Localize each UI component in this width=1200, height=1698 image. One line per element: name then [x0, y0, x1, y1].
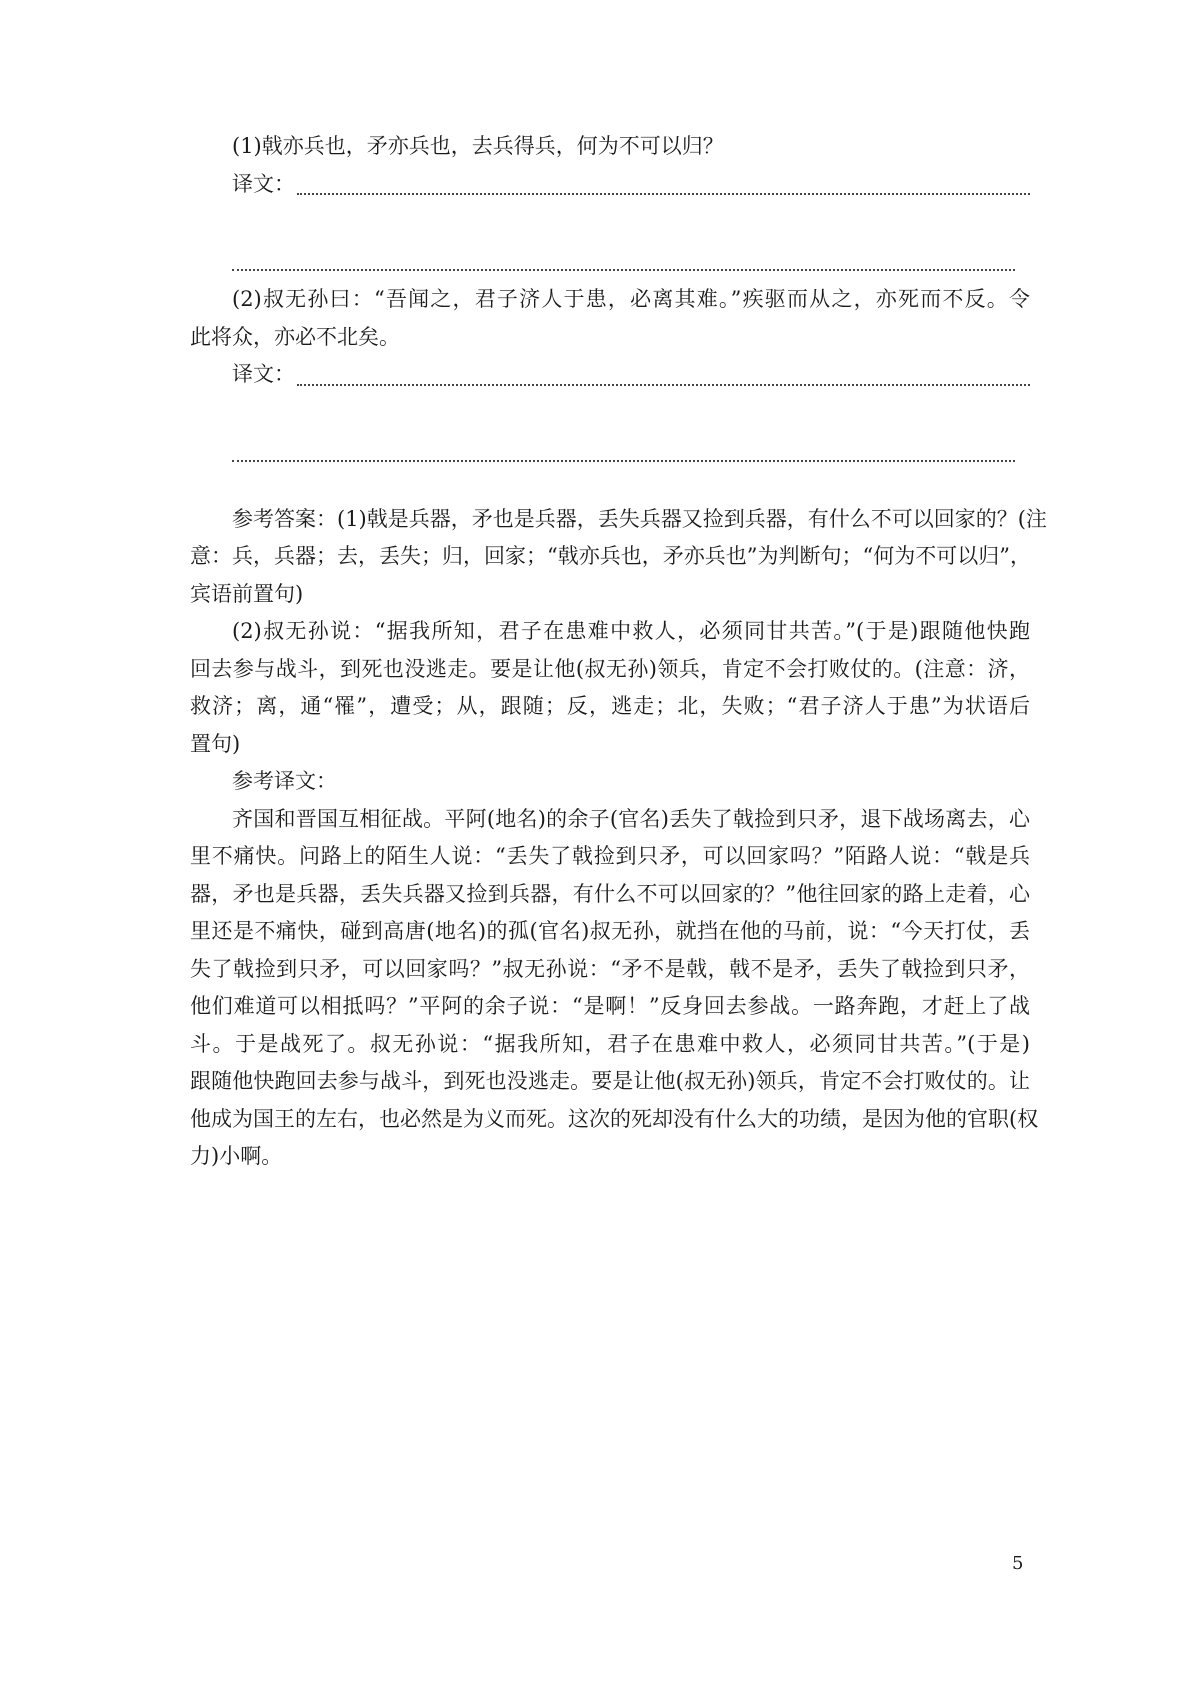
question-2-answer-dotted-line [297, 384, 1030, 386]
reference-translation-line: 失了戟捡到只矛，可以回家吗？”叔无孙说：“矛不是戟，戟不是矛，丢失了戟捡到只矛， [190, 956, 1030, 981]
reference-answer-2 [190, 613, 1030, 763]
reference-answer-2-line: 救济；离，通“罹”，遭受；从，跟随；反，逃走；北，失败；“君子济人于患”为状语后 [190, 694, 1030, 718]
question-1-prompt: (1)戟亦兵也，矛亦兵也，去兵得兵，何为不可以归？ [232, 134, 724, 158]
reference-answer-2-line: 置句) [190, 731, 241, 756]
reference-answer-2-line: (2)叔无孙说：“据我所知，君子在患难中救人，必须同甘共苦。”(于是)跟随他快跑 [232, 619, 1030, 643]
reference-translation-body [190, 801, 1039, 1176]
reference-answer-1-line: 参考答案：(1)戟是兵器，矛也是兵器，丢失兵器又捡到兵器，有什么不可以回家的？(注 [232, 506, 1047, 531]
reference-translation-line: 器，矛也是兵器，丢失兵器又捡到兵器，有什么不可以回家的？”他往回家的路上走着，心 [190, 881, 1030, 906]
reference-translation-line: 里不痛快。问路上的陌生人说：“丢失了戟捡到只矛，可以回家吗？”陌路人说：“戟是兵 [190, 844, 1030, 868]
reference-translation-line: 里还是不痛快，碰到高唐(地名)的孤(官名)叔无孙，就挡在他的马前，说：“今天打仗，丢 [190, 919, 1030, 943]
question-1-answer-blank-line [232, 203, 1015, 271]
reference-translation-heading: 参考译文： [232, 769, 337, 793]
reference-answer-1-line: 宾语前置句) [190, 581, 304, 606]
question-2-prompt-line-2: 此将众，亦必不北矣。 [190, 324, 400, 349]
reference-translation-line: 力)小啊。 [190, 1144, 283, 1168]
reference-translation-line: 斗。于是战死了。叔无孙说：“据我所知，君子在患难中救人，必须同甘共苦。”(于是) [190, 1031, 1030, 1056]
question-1-answer-label: 译文： [232, 171, 295, 196]
reference-translation-line: 齐国和晋国互相征战。平阿(地名)的余子(官名)丢失了戟捡到只矛，退下战场离去，心 [232, 806, 1030, 831]
page-content [190, 128, 1047, 1176]
reference-answer-2-line: 回去参与战斗，到死也没逃走。要是让他(叔无孙)领兵，肯定不会打败仗的。(注意：济， [190, 656, 1030, 681]
question-2-answer-blank-line [232, 394, 1015, 462]
reference-answer-1-line: 意：兵，兵器；去，丢失；归，回家；“戟亦兵也，矛亦兵也”为判断句；“何为不可以归”， [190, 544, 1031, 568]
question-2-answer-label: 译文： [232, 362, 295, 386]
question-2-prompt-line-1: (2)叔无孙曰：“吾闻之，君子济人于患，必离其难。”疾驱而从之，亦死而不反。令 [232, 287, 1030, 311]
question-2-answer-row [190, 356, 1030, 394]
reference-translation-line: 他们难道可以相抵吗？”平阿的余子说：“是啊！”反身回去参战。一路奔跑，才赶上了战 [190, 994, 1030, 1018]
page-number: 5 [1012, 1553, 1024, 1574]
reference-translation-line: 他成为国王的左右，也必然是为义而死。这次的死却没有什么大的功绩，是因为他的官职(权 [190, 1106, 1039, 1131]
question-1-answer-row [190, 166, 1030, 204]
question-1-answer-dotted-line [297, 193, 1030, 195]
reference-answer-1 [190, 501, 1047, 614]
reference-translation-line: 跟随他快跑回去参与战斗，到死也没逃走。要是让他(叔无孙)领兵，肯定不会打败仗的。让 [190, 1069, 1030, 1093]
